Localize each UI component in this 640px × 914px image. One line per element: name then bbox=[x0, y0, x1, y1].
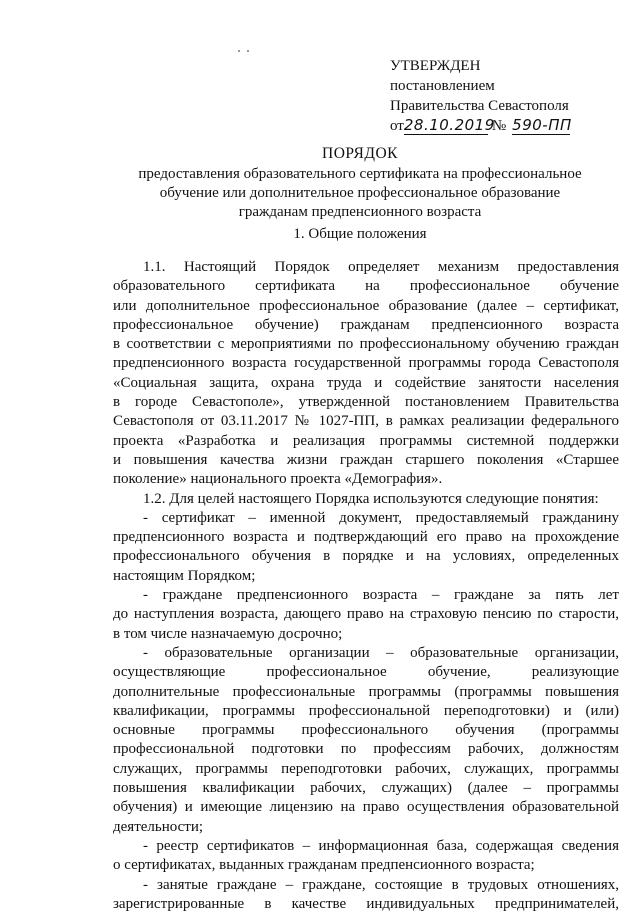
number-prefix: № bbox=[491, 118, 507, 134]
body-line: дополнительные профессиональные программы (программы повышения bbox=[113, 683, 619, 700]
body-line: «Социальная защита, охрана труда и содействие занятости населения bbox=[113, 374, 619, 391]
body-line: поколение» национального проекта «Демография». bbox=[113, 471, 443, 488]
body-line: в том числе назначаемую досрочно; bbox=[113, 625, 343, 642]
body-line: предпенсионного возраста и подтверждающий его право на прохождение bbox=[113, 529, 619, 546]
body-line: - реестр сертификатов – информационная база, содержащая сведения bbox=[143, 837, 619, 854]
approval-block bbox=[390, 56, 620, 136]
date-prefix: от bbox=[390, 118, 404, 134]
body-line: основные программы профессионального обучения (программы bbox=[113, 722, 619, 739]
body-line: - занятые граждане – граждане, состоящие в трудовых отношениях, bbox=[143, 876, 619, 893]
subtitle-line: предоставления образовательного сертификата на профессиональное bbox=[138, 166, 582, 182]
body-line: зарегистрированные в качестве индивидуальных предпринимателей, bbox=[113, 895, 619, 912]
section-heading: 1. Общие положения bbox=[293, 226, 427, 242]
body-line: 1.2. Для целей настоящего Порядка используются следующие понятия: bbox=[143, 490, 599, 507]
approval-heading: УТВЕРЖДЕН bbox=[390, 58, 481, 74]
body-line: повышения квалификации рабочих, служащих) (далее – программы bbox=[113, 780, 619, 797]
scan-speck bbox=[247, 50, 249, 52]
approval-line-1: постановлением bbox=[390, 78, 495, 94]
subtitle-line: обучение или дополнительное профессиональное образование bbox=[159, 185, 561, 201]
body-line: деятельности; bbox=[113, 818, 204, 835]
subtitle-line: гражданам предпенсионного возраста bbox=[238, 204, 482, 220]
body-line: образовательного сертификата на профессиональное обучение bbox=[113, 278, 619, 295]
document-subtitle bbox=[100, 165, 620, 222]
body-line: - граждане предпенсионного возраста – граждане за пять лет bbox=[143, 587, 619, 604]
body-line: - сертификат – именной документ, предоставляемый гражданину bbox=[143, 509, 619, 526]
body-line: 1.1. Настоящий Порядок определяет механизм предоставления bbox=[143, 259, 619, 275]
approval-date-line bbox=[390, 116, 620, 136]
document-title: ПОРЯДОК bbox=[322, 145, 398, 162]
scan-speck bbox=[238, 50, 240, 52]
body-line: и повышения качества жизни граждан старшего поколения «Старшее bbox=[113, 451, 619, 468]
body-text bbox=[113, 258, 619, 914]
body-line: служащих, программы переподготовки рабочих, служащих, программы bbox=[113, 760, 619, 777]
body-line: настоящим Порядком; bbox=[113, 567, 256, 584]
body-line: предпенсионного возраста государственной программы города Севастополя bbox=[113, 355, 619, 372]
approval-line-2: Правительства Севастополя bbox=[390, 98, 569, 114]
body-line: квалификации, программы профессиональной переподготовки) и (или) bbox=[113, 702, 619, 719]
body-line: проекта «Разработка и реализация программы системной поддержки bbox=[113, 432, 619, 449]
approval-date: 28.10.2019 bbox=[403, 116, 495, 134]
body-line: Севастополя от 03.11.2017 № 1027-ПП, в рамках реализации федерального bbox=[113, 413, 619, 430]
body-line: о сертификатах, выданных гражданам предпенсионного возраста; bbox=[113, 857, 535, 874]
body-line: профессиональной подготовки по профессиям рабочих, должностям bbox=[113, 741, 619, 758]
body-line: - образовательные организации – образовательные организации, bbox=[143, 644, 619, 661]
body-line: или дополнительное профессиональное образование (далее – сертификат, bbox=[113, 297, 619, 314]
body-line: профессиональное обучение) гражданам предпенсионного возраста bbox=[113, 316, 619, 333]
body-line: обучения) и имеющие лицензию на право осуществления образовательной bbox=[113, 799, 619, 816]
approval-number: 590-ПП bbox=[512, 116, 572, 134]
body-line: до наступления возраста, дающего право на страховую пенсию по старости, bbox=[113, 606, 619, 623]
body-line: в городе Севастополе», утвержденной постановлением Правительства bbox=[113, 394, 619, 411]
body-line: в соответствии с мероприятиями по профессиональному обучению граждан bbox=[113, 336, 619, 353]
body-line: профессионального обучения в порядке и на условиях, определенных bbox=[113, 548, 619, 565]
body-line: осуществляющие профессиональное обучение, реализующие bbox=[113, 664, 619, 681]
